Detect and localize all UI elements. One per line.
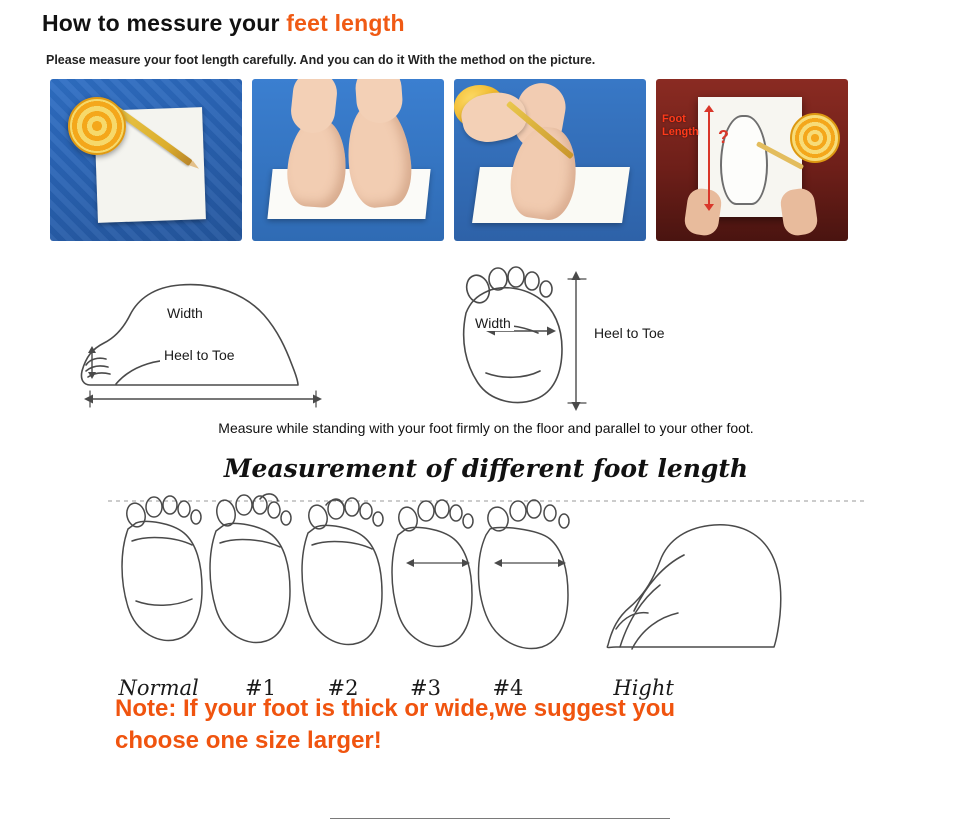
foot-label-3: #3 xyxy=(409,676,441,700)
side-view-width-label: Width xyxy=(164,305,206,321)
diagram-svg xyxy=(20,253,952,418)
top-view-heel-to-toe-label: Heel to Toe xyxy=(594,325,665,341)
bottom-divider xyxy=(330,818,670,819)
foot-length-label-line2: Length xyxy=(662,126,699,138)
side-view-heel-to-toe-label: Heel to Toe xyxy=(160,347,239,363)
lollipop-icon xyxy=(68,97,126,155)
section-title-measurement: Measurement of different foot length xyxy=(223,454,749,483)
size-note-line1: Note: If your foot is thick or wide,we suggest you xyxy=(115,695,676,722)
size-note-line2: choose one size larger! xyxy=(115,727,382,754)
lollipop-icon xyxy=(790,113,840,163)
hand-shape xyxy=(683,187,723,237)
question-mark-annotation: ? xyxy=(718,127,729,147)
photo-strip xyxy=(50,79,850,241)
foot-label-1: #1 xyxy=(245,676,276,700)
page-subtitle: Please measure your foot length carefully. And you can do it With the method on the picture. xyxy=(46,53,596,67)
photo-lollipop-pencil-paper xyxy=(50,79,242,241)
foot-label-4: #4 xyxy=(492,676,524,700)
page-title-accent: feet length xyxy=(286,10,405,36)
photo-holding-paper xyxy=(656,79,848,241)
foot-measurement-diagrams xyxy=(20,253,952,418)
measure-instruction: Measure while standing with your foot firmly on the floor and parallel to your other foot. xyxy=(218,420,754,436)
foot-label-normal: Normal xyxy=(118,676,199,700)
hand-shape xyxy=(779,187,819,237)
page-title-main: How to messure your xyxy=(42,10,287,36)
photo-marking-foot xyxy=(454,79,646,241)
page-title xyxy=(42,10,952,37)
infographic-page xyxy=(0,10,972,827)
foot-type-illustrations xyxy=(20,489,952,700)
foot-types-svg xyxy=(20,489,952,671)
foot-length-annotation xyxy=(662,113,702,139)
dimension-arrow-icon xyxy=(708,111,710,205)
foot-length-label-line1: Foot xyxy=(662,113,686,125)
photo-feet-on-paper xyxy=(252,79,444,241)
top-view-width-label: Width xyxy=(472,315,514,331)
size-note xyxy=(115,693,875,757)
foot-label-2: #2 xyxy=(327,676,359,700)
foot-type-labels xyxy=(98,676,738,700)
foot-label-hight: Hight xyxy=(613,676,674,700)
